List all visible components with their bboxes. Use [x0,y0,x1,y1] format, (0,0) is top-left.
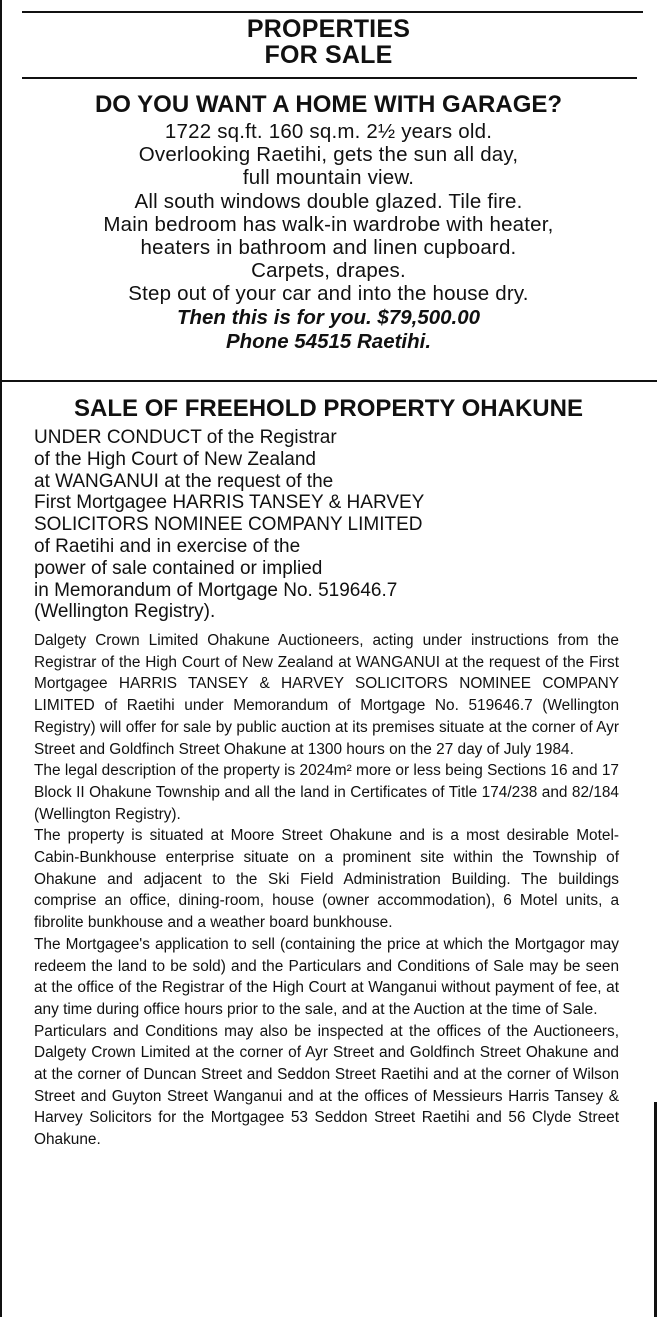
ad2-heading: SALE OF FREEHOLD PROPERTY OHAKUNE [74,395,583,422]
ad2-intro-line: power of sale contained or implied [34,557,323,579]
ad2-body [34,630,619,1151]
ad1-line: Main bedroom has walk-in wardrobe with heater, [103,212,554,236]
ad1-line: All south windows double glazed. Tile fire. [134,189,523,213]
ad1-line: 1722 sq.ft. 160 sq.m. 2½ years old. [164,120,493,143]
section-header [0,16,657,68]
ad2-left-border [0,382,2,1317]
header-line-2: FOR SALE [264,41,393,69]
ad2-paragraph-auction: Dalgety Crown Limited Ohakune Auctioneers, acting under instructions from the Registrar of the High Court of New Zealand at WANGANUI at the request of the First Mortgagee HARRIS TANSEY & HARVEY SOLICITORS NOMINEE COMPANY LIMITED of Raetihi under Memorandum of Mortgage No. 519646.7 (Wellington Registry) will offer for sale by public auction at its premises situate at the corner of Ayr Street and Goldfinch Street Ohakune at 1300 hours on the 27 day of July 1984. [34,632,619,758]
ad2-intro-line: at WANGANUI at the request of the [34,470,334,492]
ad2-paragraph-mortgagee-application: The Mortgagee's application to sell (containing the price at which the Mortgagor may redeem the land to be sold) and the Particulars and Conditions of Sale may be seen at the office of the Registrar of the High Court at Wanganui without payment of fee, at any time during office hours prior to the sale, and at the Auction at the time of Sale. [34,935,619,1018]
ad1-price-line: Then this is for you. $79,500.00 [176,305,481,329]
ad2-intro-line: SOLICITORS NOMINEE COMPANY LIMITED [34,514,423,536]
ad1-line: Carpets, drapes. [251,259,406,283]
ad2-intro-line: of the High Court of New Zealand [34,448,316,470]
ad2-intro-line: (Wellington Registry). [34,601,216,623]
ad1-line: Step out of your car and into the house dry. [128,282,529,306]
ad2-intro-line: of Raetihi and in exercise of the [34,535,301,557]
ad2-paragraph-property: The property is situated at Moore Street Ohakune and is a most desirable Motel-Cabin-Bunkhouse enterprise situate on a prominent site within the Township of Ohakune and adjacent to the Ski Field Administration Building. The buildings comprise an office, dining-room, house (owner accommodation), 6 Motel units, a fibrolite bunkhouse and a weather board bunkhouse. [34,827,619,932]
ad2-paragraph-legal-description: The legal description of the property is 2024m² more or less being Sections 16 and 17 Block II Ohakune Township and all the land in Certificates of Title 174/238 and 82/184 (Wellington Registry). [34,762,619,823]
ad2-intro-block [34,427,634,623]
home-with-garage-ad [0,90,657,354]
header-bottom-rule [22,77,637,79]
ad1-line: full mountain view. [242,166,415,190]
top-rule [22,11,643,13]
ad2-paragraph-inspection: Particulars and Conditions may also be inspected at the offices of the Auctioneers, Dalgety Crown Limited at the corner of Ayr Street and Goldfinch Street Ohakune and at the corner of Duncan Street and Seddon Street Raetihi and at the corner of Wilson Street and Guyton Street Wanganui and at the offices of Messieurs Harris Tansey & Harvey Solicitors for the Mortgagee 53 Seddon Street Raetihi and 56 Clyde Street Ohakune. [34,1022,619,1149]
header-line-1: PROPERTIES [246,15,411,43]
ad1-line: heaters in bathroom and linen cupboard. [140,236,517,260]
ad2-intro-line: First Mortgagee HARRIS TANSEY & HARVEY [34,492,425,514]
ad1-line: Overlooking Raetihi, gets the sun all day, [138,143,519,167]
ad1-heading: DO YOU WANT A HOME WITH GARAGE? [94,91,563,118]
ad2-intro-line: in Memorandum of Mortgage No. 519646.7 [34,579,398,601]
ad2-intro-line: UNDER CONDUCT of the Registrar [34,427,337,448]
ad1-phone-line: Phone 54515 Raetihi. [225,329,432,353]
ad-divider-rule [0,380,657,382]
